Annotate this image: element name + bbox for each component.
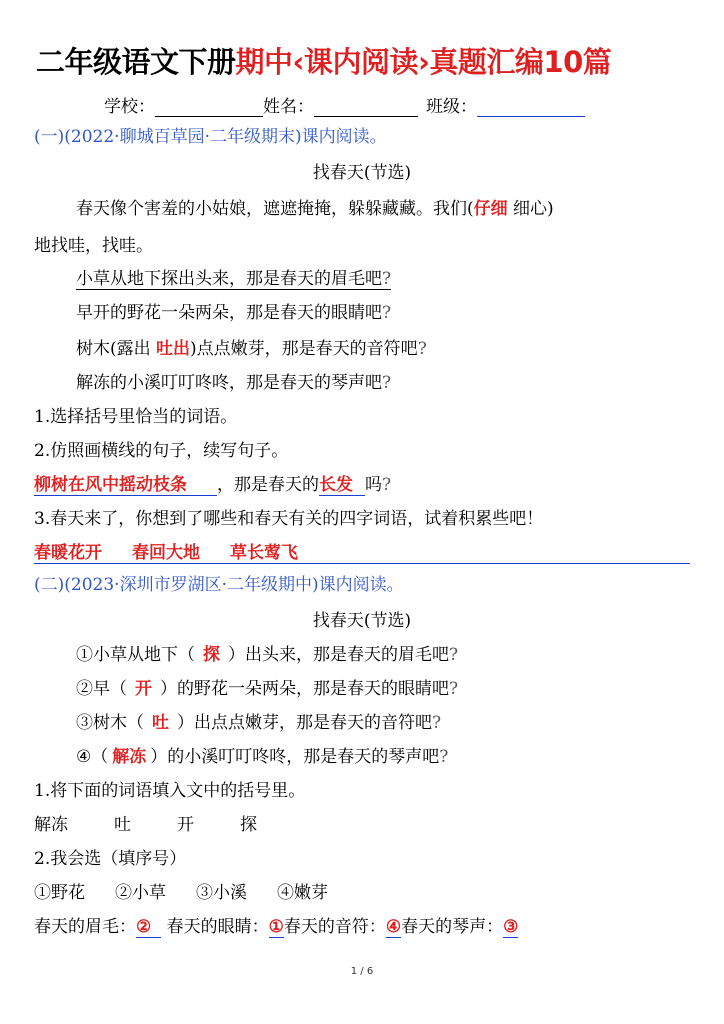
section-1-heading: (一)(2022·聊城百草园·二年级期末)课内阅读。 xyxy=(34,127,387,147)
word: 开 xyxy=(177,815,194,835)
question-1-3: 3.春天来了，你想到了哪些和春天有关的四字词语，试着积累些吧！ xyxy=(34,509,544,529)
underlined-sentence: 小草从地下探出头来，那是春天的眉毛吧 xyxy=(76,269,382,289)
info-line xyxy=(104,92,585,117)
question-1-2: 2.仿照画横线的句子，续写句子。 xyxy=(34,441,289,461)
qmark: ? xyxy=(382,373,392,393)
answer-1-2 xyxy=(34,470,391,495)
title-red: 期中‹课内阅读›真题汇编10篇 xyxy=(235,45,612,79)
option: ②小草 xyxy=(115,883,166,903)
blank-answer: 解冻 xyxy=(112,747,147,767)
line-text: ③树木（ xyxy=(76,713,144,733)
line-text-end: ）出头来，那是春天的眉毛吧 xyxy=(228,645,449,665)
fill-row xyxy=(34,912,518,937)
answer-1-3 xyxy=(34,538,690,564)
line-text: ①小草从地下（ xyxy=(76,645,195,665)
passage-2-line-1 xyxy=(76,640,458,665)
passage-2-title: 找春天(节选) xyxy=(312,611,412,631)
answer-word: 春回大地 xyxy=(132,543,200,563)
page-title xyxy=(36,40,611,81)
fill-label: 春天的音符： xyxy=(283,917,386,937)
answer-text: 柳树在风中摇动枝条 xyxy=(34,475,217,496)
answer-word: 春暖花开 xyxy=(34,543,102,563)
school-label: 学校： xyxy=(104,97,155,117)
options-row xyxy=(34,878,328,903)
para-text: 春天像个害羞的小姑娘，遮遮掩掩，躲躲藏藏。我们( xyxy=(76,199,474,219)
qmark: ? xyxy=(382,475,392,495)
line-text-end: ）出点点嫩芽，那是春天的音符吧 xyxy=(177,713,432,733)
section-2-heading: (二)(2023·深圳市罗湖区·二年级期中)课内阅读。 xyxy=(34,575,404,595)
fill-label: 春天的眉毛： xyxy=(34,917,136,937)
answer-choice-1: 仔细 xyxy=(473,199,508,219)
qmark: ? xyxy=(382,269,392,289)
class-blank[interactable] xyxy=(477,96,585,117)
qmark: ? xyxy=(432,713,442,733)
line-text: ②早（ xyxy=(76,679,127,699)
para-text-end: 细心) xyxy=(507,199,554,219)
name-label: 姓名： xyxy=(263,97,314,117)
blank-answer: 探 xyxy=(203,645,220,665)
blank-answer: 吐 xyxy=(152,713,169,733)
passage-2-line-2 xyxy=(76,674,458,699)
line-text: 解冻的小溪叮叮咚咚，那是春天的琴声吧 xyxy=(76,373,382,393)
option: ①野花 xyxy=(34,883,85,903)
qmark: ? xyxy=(449,679,459,699)
line-text: 树木(露出 xyxy=(76,339,157,359)
passage-1-line-4 xyxy=(76,368,391,393)
line-text: 早开的野花一朵两朵，那是春天的眼睛吧 xyxy=(76,303,382,323)
passage-1-para-cont: 地找哇，找哇。 xyxy=(34,236,153,256)
fill-answer: ③ xyxy=(503,917,519,937)
answer-mid: ，那是春天的 xyxy=(217,475,319,495)
class-label: 班级： xyxy=(426,97,477,117)
fill-answer: ② xyxy=(136,917,161,938)
line-text-end: )点点嫩芽，那是春天的音符吧 xyxy=(190,339,418,359)
blank-answer: 开 xyxy=(135,679,152,699)
line-text: ④（ xyxy=(76,747,109,767)
option: ③小溪 xyxy=(196,883,247,903)
option: ④嫩芽 xyxy=(277,883,328,903)
word-bank xyxy=(34,810,257,835)
passage-2-line-3 xyxy=(76,708,441,733)
fill-label: 春天的琴声： xyxy=(401,917,504,937)
fill-answer: ④ xyxy=(385,917,402,937)
question-2-1: 1.将下面的词语填入文中的括号里。 xyxy=(34,781,306,801)
passage-1-line-3 xyxy=(76,334,427,359)
answer-end: 吗 xyxy=(365,475,382,495)
answer-choice-2: 吐出 xyxy=(156,339,191,359)
answer-text-2: 长发 xyxy=(319,475,365,496)
question-1-1: 1.选择括号里恰当的词语。 xyxy=(34,407,238,427)
fill-answer: ① xyxy=(268,917,284,937)
word: 解冻 xyxy=(34,815,68,835)
passage-1-line-1 xyxy=(76,264,391,289)
question-2-2: 2.我会选（填序号） xyxy=(34,849,187,869)
word: 探 xyxy=(240,815,257,835)
title-black: 二年级语文下册 xyxy=(36,45,236,79)
line-text-end: ）的小溪叮叮咚咚，那是春天的琴声吧 xyxy=(150,747,440,767)
fill-label: 春天的眼睛： xyxy=(161,917,269,937)
passage-1-line-2 xyxy=(76,298,391,323)
qmark: ? xyxy=(439,747,449,767)
name-blank[interactable] xyxy=(314,96,418,117)
passage-1-title: 找春天(节选) xyxy=(312,163,412,183)
passage-2-line-4 xyxy=(76,742,448,767)
passage-1-para xyxy=(76,194,554,219)
qmark: ? xyxy=(417,339,427,359)
qmark: ? xyxy=(382,303,392,323)
line-text-end: ）的野花一朵两朵，那是春天的眼睛吧 xyxy=(160,679,449,699)
page-number: 1 / 6 xyxy=(350,966,374,977)
word: 吐 xyxy=(114,815,131,835)
qmark: ? xyxy=(449,645,459,665)
answer-word: 草长莺飞 xyxy=(230,543,298,563)
school-blank[interactable] xyxy=(155,96,263,117)
